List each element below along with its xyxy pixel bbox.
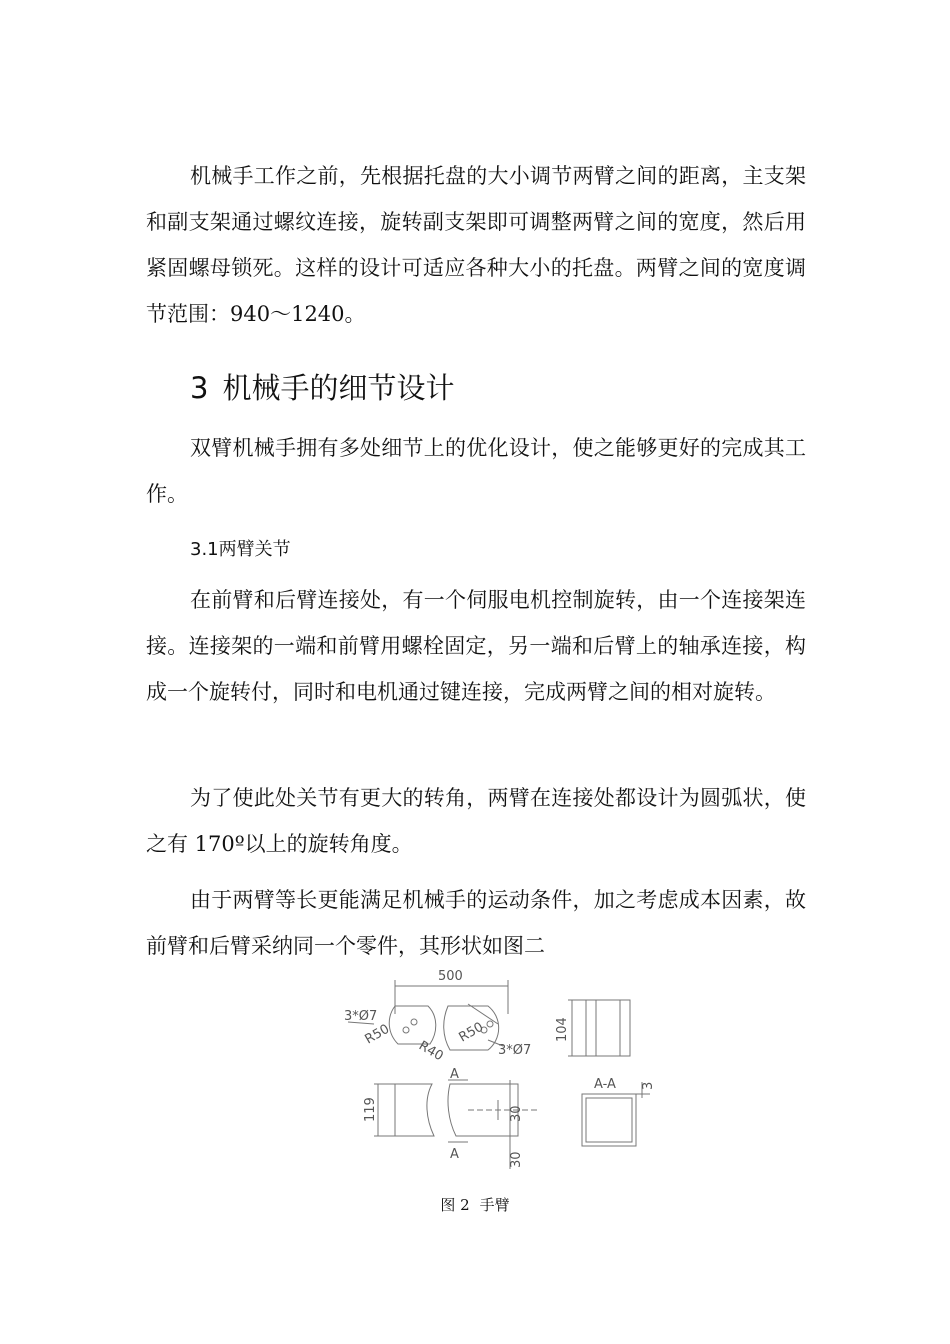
- subsection-title: 两臂关节: [218, 539, 291, 560]
- section-title: 机械手的细节设计: [222, 371, 455, 405]
- arm-technical-drawing: [338, 964, 668, 1174]
- dimension-length-label: 500: [438, 969, 463, 984]
- section-aa-inner: [586, 1098, 632, 1142]
- section-mark-bottom: A: [450, 1147, 459, 1162]
- caption-title: 手臂: [479, 1196, 510, 1214]
- hole-right-2: [487, 1021, 493, 1027]
- dimension-wall-label: 3: [641, 1081, 656, 1090]
- hole-left-label: 3*Ø7: [344, 1009, 378, 1024]
- arm-front-left-end: [395, 1084, 434, 1136]
- radius-label-3: R50: [456, 1019, 487, 1046]
- subsection-heading: [190, 533, 291, 567]
- hole-right-label: 3*Ø7: [498, 1043, 532, 1058]
- section-mark-top: A: [450, 1067, 459, 1082]
- figure-caption: [0, 1194, 950, 1215]
- dimension-side-height-label: 104: [555, 1017, 570, 1042]
- section-heading: [190, 363, 454, 413]
- hole-left-1: [403, 1027, 409, 1033]
- subsection-number: 3.1: [190, 539, 219, 560]
- paragraph-joint-connection: 在前臂和后臂连接处，有一个伺服电机控制旋转，由一个连接架连接。连接架的一端和前臂用螺栓固定，另一端和后臂上的轴承连接，构成一个旋转付，同时和电机通过键连接，完成两臂之间的相对旋转。: [146, 588, 806, 704]
- radius-label-1: R50: [362, 1021, 393, 1048]
- paragraph-rotation-angle: 为了使此处关节有更大的转角，两臂在连接处都设计为圆弧状，使之有 170º以上的旋转角度。: [146, 786, 806, 856]
- paragraph-arm-width-adjustment: 机械手工作之前，先根据托盘的大小调节两臂之间的距离，主支架和副支架通过螺纹连接，旋转副支架即可调整两臂之间的宽度，然后用紧固螺母锁死。这样的设计可适应各种大小的托盘。两臂之间的宽度调节范围：940～1240。: [146, 164, 806, 326]
- dimension-slot-label: 30: [509, 1105, 524, 1122]
- paragraph-arm-shape: 由于两臂等长更能满足机械手的运动条件，加之考虑成本因素，故前臂和后臂采纳同一个零件，其形状如图二: [146, 888, 806, 958]
- arm-side-view-outer: [586, 1000, 630, 1056]
- hole-left-2: [411, 1019, 417, 1025]
- section-aa-outer: [582, 1094, 636, 1146]
- dimension-bottom-label: 30: [509, 1151, 524, 1168]
- caption-number: 图 2: [440, 1196, 470, 1214]
- dimension-front-height-label: 119: [363, 1097, 378, 1122]
- arm-drawing-figure: [338, 964, 668, 1174]
- leader-radius: [468, 1004, 498, 1024]
- arm-side-view-inner: [596, 1000, 620, 1056]
- paragraph-detail-intro: 双臂机械手拥有多处细节上的优化设计，使之能够更好的完成其工作。: [146, 436, 806, 506]
- section-aa-label: A-A: [594, 1077, 616, 1092]
- radius-label-2: R40: [416, 1038, 446, 1065]
- section-number: 3: [190, 371, 209, 405]
